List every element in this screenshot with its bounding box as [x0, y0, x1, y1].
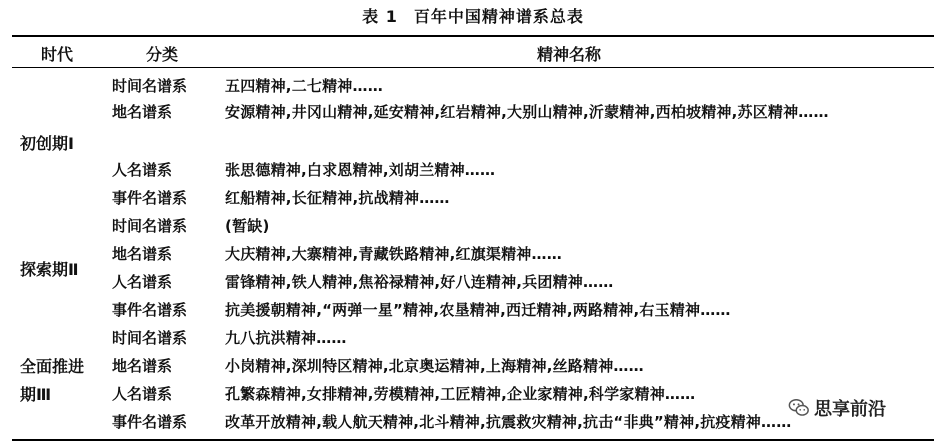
watermark-text: 思享前沿 [814, 399, 886, 420]
table-number: 表 1 [362, 7, 398, 26]
era-label-3-line-2: 期Ⅲ [20, 385, 52, 404]
spirit-cell: 抗美援朝精神,“两弹一星”精神,农垦精神,西迁精神,两路精神,右玉精神…… [225, 301, 731, 319]
category-cell: 事件名谱系 [112, 189, 188, 207]
category-cell: 事件名谱系 [112, 413, 188, 431]
category-cell: 人名谱系 [112, 273, 173, 291]
bottom-rule [12, 439, 934, 441]
top-rule [12, 35, 934, 37]
category-cell: 地名谱系 [112, 357, 173, 375]
category-cell: 事件名谱系 [112, 301, 188, 319]
spirit-cell: 孔繁森精神,女排精神,劳模精神,工匠精神,企业家精神,科学家精神…… [225, 385, 696, 403]
category-cell: 时间名谱系 [112, 217, 188, 235]
table-caption [0, 4, 946, 27]
spirit-cell: 小岗精神,深圳特区精神,北京奥运精神,上海精神,丝路精神…… [225, 357, 644, 375]
spirit-cell: 张思德精神,白求恩精神,刘胡兰精神…… [225, 161, 496, 179]
spirit-cell: 九八抗洪精神…… [225, 329, 347, 347]
spirit-cell: (暂缺) [225, 217, 270, 235]
wechat-icon [788, 397, 810, 419]
category-cell: 时间名谱系 [112, 329, 188, 347]
category-cell: 人名谱系 [112, 385, 173, 403]
spirit-cell: 大庆精神,大寨精神,青藏铁路精神,红旗渠精神…… [225, 245, 562, 263]
spirit-cell: 安源精神,井冈山精神,延安精神,红岩精神,大别山精神,沂蒙精神,西柏坡精神,苏区精神…… [225, 103, 829, 121]
spirit-cell: 雷锋精神,铁人精神,焦裕禄精神,好八连精神,兵团精神…… [225, 273, 614, 291]
spirit-cell: 改革开放精神,载人航天精神,北斗精神,抗震救灾精神,抗击“非典”精神,抗疫精神…… [225, 413, 792, 431]
category-cell: 时间名谱系 [112, 77, 188, 95]
category-cell: 人名谱系 [112, 161, 173, 179]
header-spirit: 精神名称 [537, 45, 602, 64]
table-title: 百年中国精神谱系总表 [413, 7, 584, 26]
header-rule [12, 67, 934, 68]
era-label-1: 初创期Ⅰ [20, 134, 74, 153]
category-cell: 地名谱系 [112, 103, 173, 121]
era-label-2: 探索期Ⅱ [20, 260, 79, 279]
header-category: 分类 [146, 45, 179, 64]
watermark [788, 393, 886, 423]
spirit-cell: 红船精神,长征精神,抗战精神…… [225, 189, 450, 207]
header-era: 时代 [41, 45, 74, 64]
category-cell: 地名谱系 [112, 245, 173, 263]
spirit-cell: 五四精神,二七精神…… [225, 77, 383, 95]
era-label-3-line-1: 全面推进 [20, 357, 85, 376]
